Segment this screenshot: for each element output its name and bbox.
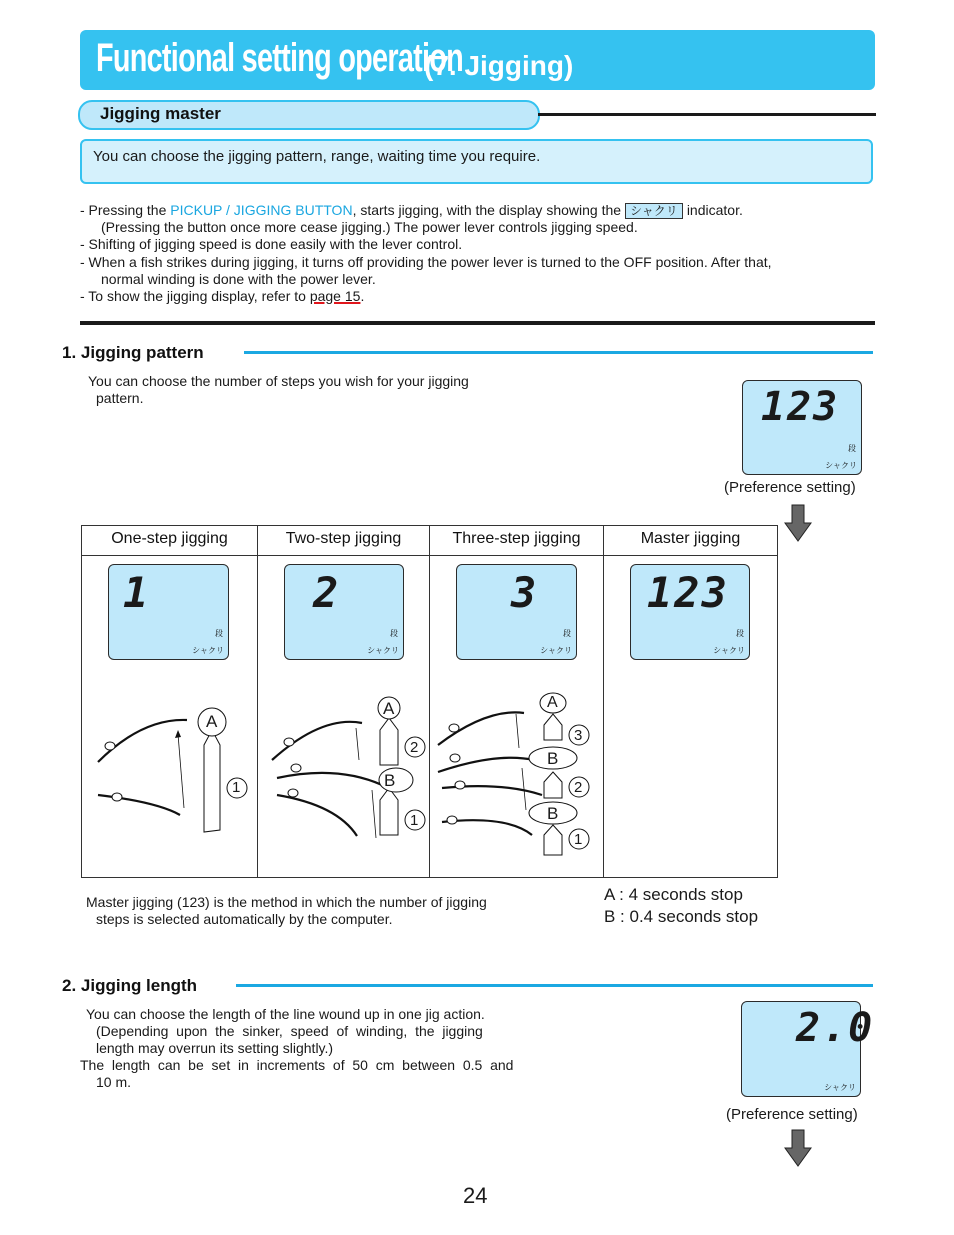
down-arrow-icon <box>784 503 812 543</box>
marker-1: 1 <box>410 812 419 829</box>
marker-2: 2 <box>574 779 583 796</box>
lcd-digits: 2.0 <box>796 1005 875 1051</box>
pattern-desc-line1: You can choose the number of steps you wish for your jigging <box>88 373 469 389</box>
master-note-line2: steps is selected automatically by the computer. <box>96 911 393 927</box>
lcd-kanji: 段 <box>736 629 744 638</box>
page-15-link[interactable]: page 15 <box>309 288 361 304</box>
pattern-desc-line2: pattern. <box>96 390 144 406</box>
page-number: 24 <box>463 1183 488 1208</box>
col-header-one-step: One-step jigging <box>111 530 228 547</box>
bullet-2: - Shifting of jigging speed is done easily with the lever control. <box>80 236 463 252</box>
bullet-1 <box>80 202 743 219</box>
legend-b: B : 0.4 seconds stop <box>604 907 759 926</box>
jigging-length-heading: 2. Jigging length <box>62 976 198 995</box>
lcd-master <box>630 564 750 660</box>
heading-rule <box>244 351 873 354</box>
jigging-pattern-heading: 1. Jigging pattern <box>62 343 204 362</box>
bullet-4 <box>80 288 364 305</box>
length-p5: 10 m. <box>96 1074 132 1090</box>
shakuri-indicator-badge: シャクリ <box>625 203 683 219</box>
lcd-kanji: 段 <box>563 629 571 638</box>
bullet-1-cont: (Pressing the button once more cease jigging.) The power lever controls jigging speed. <box>101 219 638 235</box>
bullet-3-cont: normal winding is done with the power lever. <box>101 271 376 287</box>
info-box-text: You can choose the jigging pattern, range, waiting time you require. <box>93 148 541 165</box>
marker-b: B <box>547 749 559 768</box>
bullet-4-pre: - To show the jigging display, refer to <box>80 288 310 304</box>
jigging-illustrations <box>82 690 602 875</box>
float-circle <box>112 793 122 801</box>
divider <box>80 321 875 325</box>
preference-caption: (Preference setting) <box>724 479 856 496</box>
lcd-shakuri: シャクリ <box>367 646 399 655</box>
lcd-kanji: 段 <box>390 629 398 638</box>
preference-caption: (Preference setting) <box>726 1106 858 1123</box>
lcd-one-step <box>108 564 229 660</box>
rod-top <box>98 720 187 762</box>
lcd-shakuri: シャクリ <box>540 646 572 655</box>
bullet-1-pre: - Pressing the <box>80 202 171 218</box>
lcd-digits: 3 <box>511 568 539 617</box>
legend-a: A : 4 seconds stop <box>604 885 743 904</box>
one-step-rods <box>98 720 187 815</box>
section-label: Jigging master <box>100 104 221 123</box>
lcd-kanji: 段 <box>848 444 856 453</box>
pickup-jigging-button-link[interactable]: PICKUP / JIGGING BUTTON <box>170 202 353 218</box>
length-p1: You can choose the length of the line wound up in one jig action. <box>86 1006 485 1022</box>
length-p2: (Depending upon the sinker, speed of winding, the jigging <box>96 1023 483 1039</box>
lcd-digits: 123 <box>647 568 729 617</box>
rod-bottom <box>98 795 180 815</box>
lcd-shakuri: シャクリ <box>825 461 857 470</box>
lcd-shakuri: シャクリ <box>713 646 745 655</box>
marker-a: A <box>547 694 558 711</box>
marker-1: 1 <box>232 779 241 796</box>
header-divider <box>82 555 777 556</box>
bullet-3: - When a fish strikes during jigging, it turns off providing the power lever is turned to the OFF position. After that, <box>80 254 772 270</box>
marker-b: B <box>547 804 559 823</box>
col-header-two-step: Two-step jigging <box>285 530 402 547</box>
sinker-shape <box>204 730 220 832</box>
col-header-master: Master jigging <box>640 530 741 547</box>
master-note-line1: Master jigging (123) is the method in which the number of jigging <box>86 894 487 910</box>
marker-2: 2 <box>410 739 419 756</box>
section-rule <box>538 113 876 116</box>
col-divider <box>603 526 604 877</box>
lcd-kanji: 段 <box>215 629 223 638</box>
heading-rule <box>236 984 873 987</box>
lcd-digits: 2 <box>313 568 341 617</box>
marker-3: 3 <box>574 727 583 744</box>
float-circle <box>105 742 115 750</box>
marker-a: A <box>383 699 395 718</box>
lcd-shakuri: シャクリ <box>824 1083 856 1092</box>
length-p4: The length can be set in increments of 50 cm between 0.5 and <box>80 1057 514 1073</box>
page-title: Functional setting operation <box>96 36 464 80</box>
bullet-1-mid: , starts jigging, with the display showing the <box>352 202 622 218</box>
lcd-two-step <box>284 564 404 660</box>
lcd-three-step <box>456 564 577 660</box>
arrow-line <box>178 734 184 808</box>
down-arrow-icon <box>784 1128 812 1168</box>
marker-b: B <box>384 771 396 790</box>
lcd-display-preference <box>742 380 862 475</box>
lcd-display-length <box>741 1001 875 1097</box>
arrowhead <box>175 730 181 738</box>
marker-a: A <box>206 712 218 731</box>
lcd-digits: 123 <box>761 384 840 430</box>
length-p3: length may overrun its setting slightly.) <box>96 1040 334 1056</box>
bullet-4-post: . <box>360 288 365 304</box>
bullet-1-post: indicator. <box>686 202 743 218</box>
page-subtitle: (7. Jigging) <box>424 50 574 81</box>
lcd-shakuri: シャクリ <box>192 646 224 655</box>
col-header-three-step: Three-step jigging <box>452 530 581 547</box>
marker-1: 1 <box>574 831 583 848</box>
lcd-digits: 1 <box>123 568 151 617</box>
